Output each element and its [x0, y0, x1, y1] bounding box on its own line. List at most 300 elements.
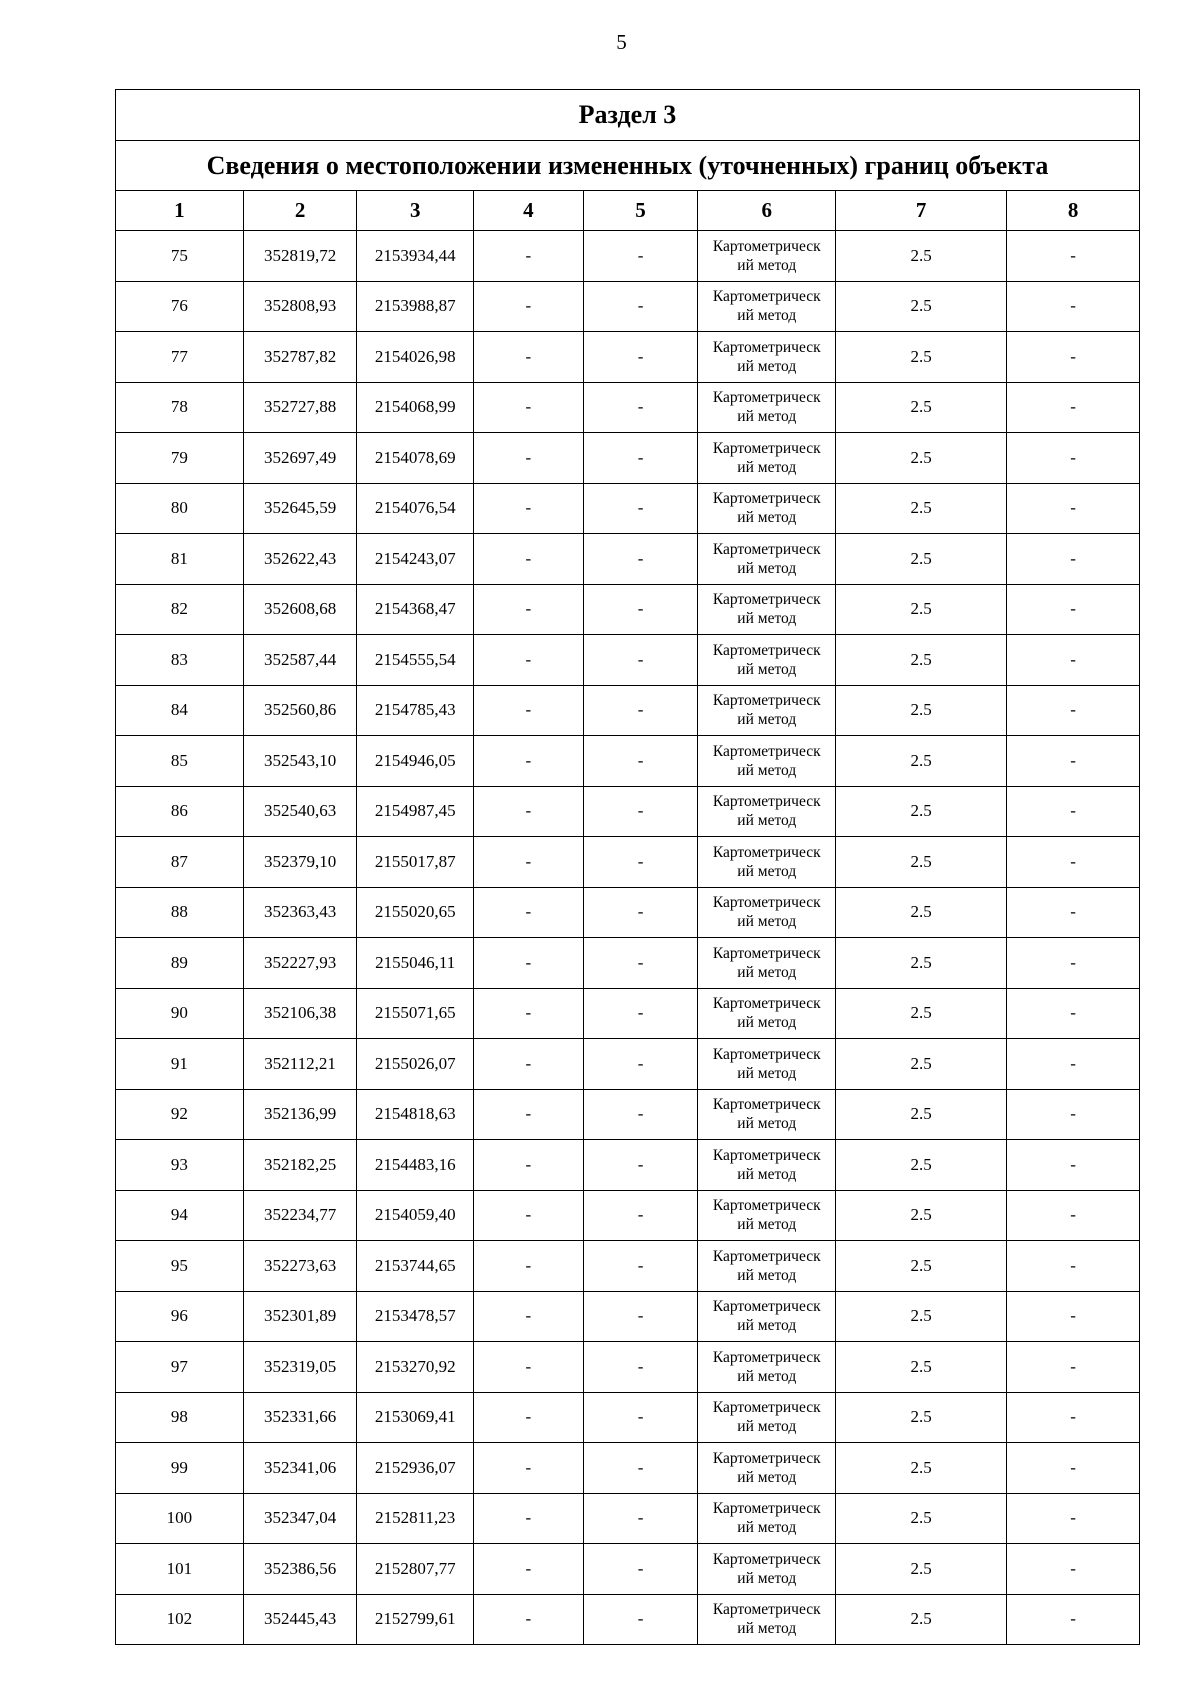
column-4-cell: - — [474, 1544, 584, 1595]
point-number-cell: 101 — [116, 1544, 244, 1595]
column-4-cell: - — [474, 1594, 584, 1645]
method-cell — [698, 685, 836, 736]
column-4-cell: - — [474, 988, 584, 1039]
column-8-cell: - — [1007, 786, 1140, 837]
column-8-cell: - — [1007, 1241, 1140, 1292]
accuracy-cell: 2.5 — [836, 433, 1007, 484]
column-8-cell: - — [1007, 231, 1140, 282]
y-coordinate-cell: 2155017,87 — [357, 837, 474, 888]
method-text-line-1: Картометрическ — [712, 1096, 821, 1114]
point-number-cell: 89 — [116, 938, 244, 989]
accuracy-cell: 2.5 — [836, 1594, 1007, 1645]
point-number-cell: 97 — [116, 1342, 244, 1393]
column-4-cell: - — [474, 837, 584, 888]
method-text-line-2: ий метод — [737, 1519, 797, 1537]
point-number-cell: 75 — [116, 231, 244, 282]
method-cell — [698, 988, 836, 1039]
column-4-cell: - — [474, 736, 584, 787]
method-text-line-2: ий метод — [737, 610, 797, 628]
table-row — [116, 332, 1140, 383]
accuracy-cell: 2.5 — [836, 534, 1007, 585]
accuracy-cell: 2.5 — [836, 1291, 1007, 1342]
x-coordinate-cell: 352445,43 — [243, 1594, 357, 1645]
table-row — [116, 231, 1140, 282]
method-text-line-2: ий метод — [737, 1064, 797, 1082]
point-number-cell: 94 — [116, 1190, 244, 1241]
accuracy-cell: 2.5 — [836, 584, 1007, 635]
x-coordinate-cell: 352227,93 — [243, 938, 357, 989]
x-coordinate-cell: 352727,88 — [243, 382, 357, 433]
method-cell — [698, 1342, 836, 1393]
y-coordinate-cell: 2152807,77 — [357, 1544, 474, 1595]
column-4-cell: - — [474, 1493, 584, 1544]
column-number-1: 1 — [116, 191, 244, 231]
method-cell — [698, 635, 836, 686]
method-text-line-1: Картометрическ — [712, 995, 821, 1013]
point-number-cell: 80 — [116, 483, 244, 534]
column-4-cell: - — [474, 281, 584, 332]
table-row — [116, 736, 1140, 787]
column-5-cell: - — [583, 938, 698, 989]
point-number-cell: 99 — [116, 1443, 244, 1494]
point-number-cell: 98 — [116, 1392, 244, 1443]
y-coordinate-cell: 2154059,40 — [357, 1190, 474, 1241]
point-number-cell: 92 — [116, 1089, 244, 1140]
column-5-cell: - — [583, 1544, 698, 1595]
point-number-cell: 82 — [116, 584, 244, 635]
method-text-line-1: Картометрическ — [712, 1247, 821, 1265]
method-text-line-2: ий метод — [737, 660, 797, 678]
method-text-line-2: ий метод — [737, 963, 797, 981]
x-coordinate-cell: 352273,63 — [243, 1241, 357, 1292]
y-coordinate-cell: 2154078,69 — [357, 433, 474, 484]
point-number-cell: 88 — [116, 887, 244, 938]
column-8-cell: - — [1007, 534, 1140, 585]
column-5-cell: - — [583, 281, 698, 332]
x-coordinate-cell: 352543,10 — [243, 736, 357, 787]
table-row — [116, 988, 1140, 1039]
method-cell — [698, 382, 836, 433]
method-cell — [698, 1190, 836, 1241]
method-text-line-1: Картометрическ — [712, 1045, 821, 1063]
x-coordinate-cell: 352136,99 — [243, 1089, 357, 1140]
column-5-cell: - — [583, 1039, 698, 1090]
accuracy-cell: 2.5 — [836, 1089, 1007, 1140]
column-5-cell: - — [583, 1140, 698, 1191]
method-cell — [698, 1594, 836, 1645]
boundary-coordinates-table — [115, 89, 1140, 1645]
method-text-line-2: ий метод — [737, 307, 797, 325]
method-cell — [698, 786, 836, 837]
column-4-cell: - — [474, 1291, 584, 1342]
method-text-line-1: Картометрическ — [712, 1146, 821, 1164]
accuracy-cell: 2.5 — [836, 1392, 1007, 1443]
method-text-line-1: Картометрическ — [712, 1500, 821, 1518]
column-4-cell: - — [474, 584, 584, 635]
column-5-cell: - — [583, 786, 698, 837]
y-coordinate-cell: 2155026,07 — [357, 1039, 474, 1090]
table-body — [116, 231, 1140, 1645]
y-coordinate-cell: 2152811,23 — [357, 1493, 474, 1544]
method-text-line-1: Картометрическ — [712, 1197, 821, 1215]
y-coordinate-cell: 2154368,47 — [357, 584, 474, 635]
y-coordinate-cell: 2153744,65 — [357, 1241, 474, 1292]
y-coordinate-cell: 2155020,65 — [357, 887, 474, 938]
table-row — [116, 1342, 1140, 1393]
y-coordinate-cell: 2152936,07 — [357, 1443, 474, 1494]
column-number-8: 8 — [1007, 191, 1140, 231]
column-4-cell: - — [474, 1342, 584, 1393]
column-number-3: 3 — [357, 191, 474, 231]
column-8-cell: - — [1007, 887, 1140, 938]
table-row — [116, 534, 1140, 585]
column-8-cell: - — [1007, 1089, 1140, 1140]
method-text-line-2: ий метод — [737, 1014, 797, 1032]
method-cell — [698, 1039, 836, 1090]
method-text-line-1: Картометрическ — [712, 894, 821, 912]
column-5-cell: - — [583, 1443, 698, 1494]
point-number-cell: 95 — [116, 1241, 244, 1292]
method-text-line-1: Картометрическ — [712, 843, 821, 861]
accuracy-cell: 2.5 — [836, 685, 1007, 736]
accuracy-cell: 2.5 — [836, 635, 1007, 686]
column-5-cell: - — [583, 1594, 698, 1645]
point-number-cell: 83 — [116, 635, 244, 686]
method-text-line-1: Картометрическ — [712, 1399, 821, 1417]
column-5-cell: - — [583, 1291, 698, 1342]
method-text-line-1: Картометрическ — [712, 490, 821, 508]
column-number-7: 7 — [836, 191, 1007, 231]
y-coordinate-cell: 2155071,65 — [357, 988, 474, 1039]
column-8-cell: - — [1007, 938, 1140, 989]
accuracy-cell: 2.5 — [836, 1241, 1007, 1292]
column-5-cell: - — [583, 837, 698, 888]
column-5-cell: - — [583, 685, 698, 736]
method-text-line-1: Картометрическ — [712, 944, 821, 962]
x-coordinate-cell: 352587,44 — [243, 635, 357, 686]
accuracy-cell: 2.5 — [836, 1039, 1007, 1090]
column-4-cell: - — [474, 887, 584, 938]
table-row — [116, 1190, 1140, 1241]
y-coordinate-cell: 2153270,92 — [357, 1342, 474, 1393]
x-coordinate-cell: 352234,77 — [243, 1190, 357, 1241]
column-5-cell: - — [583, 534, 698, 585]
method-text-line-1: Картометрическ — [712, 591, 821, 609]
accuracy-cell: 2.5 — [836, 887, 1007, 938]
column-8-cell: - — [1007, 332, 1140, 383]
y-coordinate-cell: 2152799,61 — [357, 1594, 474, 1645]
method-cell — [698, 1140, 836, 1191]
column-4-cell: - — [474, 433, 584, 484]
page-number: 5 — [616, 30, 627, 54]
column-8-cell: - — [1007, 1039, 1140, 1090]
accuracy-cell: 2.5 — [836, 1190, 1007, 1241]
column-8-cell: - — [1007, 685, 1140, 736]
method-cell — [698, 332, 836, 383]
point-number-cell: 85 — [116, 736, 244, 787]
x-coordinate-cell: 352645,59 — [243, 483, 357, 534]
method-text-line-2: ий метод — [737, 509, 797, 527]
method-text-line-1: Картометрическ — [712, 641, 821, 659]
point-number-cell: 81 — [116, 534, 244, 585]
point-number-cell: 100 — [116, 1493, 244, 1544]
column-5-cell: - — [583, 1392, 698, 1443]
method-text-line-2: ий метод — [737, 1367, 797, 1385]
y-coordinate-cell: 2154483,16 — [357, 1140, 474, 1191]
column-8-cell: - — [1007, 1594, 1140, 1645]
point-number-cell: 90 — [116, 988, 244, 1039]
method-text-line-1: Картометрическ — [712, 793, 821, 811]
method-cell — [698, 281, 836, 332]
method-text-line-1: Картометрическ — [712, 389, 821, 407]
point-number-cell: 102 — [116, 1594, 244, 1645]
column-5-cell: - — [583, 736, 698, 787]
y-coordinate-cell: 2154785,43 — [357, 685, 474, 736]
accuracy-cell: 2.5 — [836, 1342, 1007, 1393]
point-number-cell: 96 — [116, 1291, 244, 1342]
method-text-line-1: Картометрическ — [712, 288, 821, 306]
table-row — [116, 584, 1140, 635]
method-text-line-2: ий метод — [737, 1216, 797, 1234]
column-8-cell: - — [1007, 281, 1140, 332]
x-coordinate-cell: 352319,05 — [243, 1342, 357, 1393]
column-4-cell: - — [474, 231, 584, 282]
x-coordinate-cell: 352331,66 — [243, 1392, 357, 1443]
method-text-line-2: ий метод — [737, 1115, 797, 1133]
column-4-cell: - — [474, 534, 584, 585]
method-text-line-1: Картометрическ — [712, 338, 821, 356]
column-5-cell: - — [583, 382, 698, 433]
column-8-cell: - — [1007, 433, 1140, 484]
method-text-line-1: Картометрическ — [712, 1348, 821, 1366]
method-text-line-2: ий метод — [737, 256, 797, 274]
column-5-cell: - — [583, 1241, 698, 1292]
column-8-cell: - — [1007, 1140, 1140, 1191]
method-text-line-2: ий метод — [737, 1266, 797, 1284]
method-text-line-2: ий метод — [737, 761, 797, 779]
y-coordinate-cell: 2154555,54 — [357, 635, 474, 686]
column-5-cell: - — [583, 231, 698, 282]
method-text-line-2: ий метод — [737, 1418, 797, 1436]
method-text-line-1: Картометрическ — [712, 742, 821, 760]
column-8-cell: - — [1007, 1544, 1140, 1595]
method-text-line-2: ий метод — [737, 559, 797, 577]
y-coordinate-cell: 2154987,45 — [357, 786, 474, 837]
table-row — [116, 1291, 1140, 1342]
column-8-cell: - — [1007, 635, 1140, 686]
table-row — [116, 1140, 1140, 1191]
method-cell — [698, 837, 836, 888]
method-cell — [698, 1443, 836, 1494]
point-number-cell: 76 — [116, 281, 244, 332]
point-number-cell: 84 — [116, 685, 244, 736]
point-number-cell: 91 — [116, 1039, 244, 1090]
x-coordinate-cell: 352112,21 — [243, 1039, 357, 1090]
column-5-cell: - — [583, 635, 698, 686]
table-row — [116, 887, 1140, 938]
table-row — [116, 837, 1140, 888]
section-title: Раздел 3 — [116, 90, 1140, 141]
x-coordinate-cell: 352341,06 — [243, 1443, 357, 1494]
accuracy-cell: 2.5 — [836, 1140, 1007, 1191]
method-cell — [698, 887, 836, 938]
column-8-cell: - — [1007, 1342, 1140, 1393]
column-8-cell: - — [1007, 382, 1140, 433]
section-subtitle: Сведения о местоположении измененных (уточненных) границ объекта — [116, 141, 1140, 191]
y-coordinate-cell: 2155046,11 — [357, 938, 474, 989]
column-8-cell: - — [1007, 837, 1140, 888]
method-cell — [698, 1089, 836, 1140]
point-number-cell: 87 — [116, 837, 244, 888]
table-row — [116, 1089, 1140, 1140]
accuracy-cell: 2.5 — [836, 1443, 1007, 1494]
table-row — [116, 1544, 1140, 1595]
column-8-cell: - — [1007, 1493, 1140, 1544]
y-coordinate-cell: 2154026,98 — [357, 332, 474, 383]
table-row — [116, 483, 1140, 534]
x-coordinate-cell: 352540,63 — [243, 786, 357, 837]
column-5-cell: - — [583, 1089, 698, 1140]
table-row — [116, 1443, 1140, 1494]
column-4-cell: - — [474, 1190, 584, 1241]
table-row — [116, 1039, 1140, 1090]
column-4-cell: - — [474, 1140, 584, 1191]
method-text-line-2: ий метод — [737, 1165, 797, 1183]
column-5-cell: - — [583, 433, 698, 484]
table-row — [116, 786, 1140, 837]
y-coordinate-cell: 2154243,07 — [357, 534, 474, 585]
y-coordinate-cell: 2154068,99 — [357, 382, 474, 433]
table-row — [116, 281, 1140, 332]
x-coordinate-cell: 352182,25 — [243, 1140, 357, 1191]
point-number-cell: 93 — [116, 1140, 244, 1191]
x-coordinate-cell: 352697,49 — [243, 433, 357, 484]
table-row — [116, 433, 1140, 484]
method-text-line-1: Картометрическ — [712, 1601, 821, 1619]
table-row — [116, 1392, 1140, 1443]
column-8-cell: - — [1007, 1291, 1140, 1342]
column-5-cell: - — [583, 332, 698, 383]
method-cell — [698, 736, 836, 787]
y-coordinate-cell: 2153069,41 — [357, 1392, 474, 1443]
method-text-line-2: ий метод — [737, 1468, 797, 1486]
y-coordinate-cell: 2153934,44 — [357, 231, 474, 282]
column-4-cell: - — [474, 382, 584, 433]
method-text-line-2: ий метод — [737, 913, 797, 931]
x-coordinate-cell: 352106,38 — [243, 988, 357, 1039]
column-8-cell: - — [1007, 988, 1140, 1039]
table-row — [116, 635, 1140, 686]
column-4-cell: - — [474, 1039, 584, 1090]
y-coordinate-cell: 2154076,54 — [357, 483, 474, 534]
y-coordinate-cell: 2153988,87 — [357, 281, 474, 332]
accuracy-cell: 2.5 — [836, 786, 1007, 837]
method-text-line-2: ий метод — [737, 862, 797, 880]
column-8-cell: - — [1007, 483, 1140, 534]
table-row — [116, 382, 1140, 433]
table-row — [116, 938, 1140, 989]
method-cell — [698, 938, 836, 989]
table-row — [116, 685, 1140, 736]
y-coordinate-cell: 2154946,05 — [357, 736, 474, 787]
method-cell — [698, 1291, 836, 1342]
column-4-cell: - — [474, 332, 584, 383]
column-number-4: 4 — [474, 191, 584, 231]
accuracy-cell: 2.5 — [836, 483, 1007, 534]
x-coordinate-cell: 352808,93 — [243, 281, 357, 332]
method-text-line-2: ий метод — [737, 711, 797, 729]
table-row — [116, 1493, 1140, 1544]
column-number-5: 5 — [583, 191, 698, 231]
method-text-line-1: Картометрическ — [712, 1449, 821, 1467]
method-cell — [698, 534, 836, 585]
column-8-cell: - — [1007, 1190, 1140, 1241]
y-coordinate-cell: 2153478,57 — [357, 1291, 474, 1342]
method-text-line-2: ий метод — [737, 1317, 797, 1335]
method-text-line-1: Картометрическ — [712, 237, 821, 255]
method-text-line-1: Картометрическ — [712, 1550, 821, 1568]
accuracy-cell: 2.5 — [836, 837, 1007, 888]
column-4-cell: - — [474, 635, 584, 686]
method-text-line-1: Картометрическ — [712, 1298, 821, 1316]
column-5-cell: - — [583, 1342, 698, 1393]
column-4-cell: - — [474, 1089, 584, 1140]
x-coordinate-cell: 352301,89 — [243, 1291, 357, 1342]
method-cell — [698, 483, 836, 534]
column-4-cell: - — [474, 938, 584, 989]
accuracy-cell: 2.5 — [836, 332, 1007, 383]
column-4-cell: - — [474, 1241, 584, 1292]
y-coordinate-cell: 2154818,63 — [357, 1089, 474, 1140]
column-number-6: 6 — [698, 191, 836, 231]
column-8-cell: - — [1007, 736, 1140, 787]
method-text-line-2: ий метод — [737, 812, 797, 830]
x-coordinate-cell: 352819,72 — [243, 231, 357, 282]
column-5-cell: - — [583, 483, 698, 534]
column-4-cell: - — [474, 483, 584, 534]
method-text-line-2: ий метод — [737, 408, 797, 426]
table-row — [116, 1241, 1140, 1292]
accuracy-cell: 2.5 — [836, 938, 1007, 989]
column-5-cell: - — [583, 1493, 698, 1544]
column-8-cell: - — [1007, 584, 1140, 635]
accuracy-cell: 2.5 — [836, 736, 1007, 787]
accuracy-cell: 2.5 — [836, 382, 1007, 433]
method-cell — [698, 231, 836, 282]
column-8-cell: - — [1007, 1392, 1140, 1443]
method-cell — [698, 1493, 836, 1544]
column-4-cell: - — [474, 1443, 584, 1494]
method-text-line-2: ий метод — [737, 1569, 797, 1587]
method-cell — [698, 1241, 836, 1292]
column-4-cell: - — [474, 685, 584, 736]
column-5-cell: - — [583, 887, 698, 938]
method-text-line-1: Картометрическ — [712, 540, 821, 558]
method-text-line-1: Картометрическ — [712, 439, 821, 457]
method-text-line-1: Картометрическ — [712, 692, 821, 710]
accuracy-cell: 2.5 — [836, 281, 1007, 332]
column-5-cell: - — [583, 1190, 698, 1241]
point-number-cell: 86 — [116, 786, 244, 837]
accuracy-cell: 2.5 — [836, 231, 1007, 282]
method-cell — [698, 1544, 836, 1595]
accuracy-cell: 2.5 — [836, 988, 1007, 1039]
column-5-cell: - — [583, 584, 698, 635]
x-coordinate-cell: 352787,82 — [243, 332, 357, 383]
accuracy-cell: 2.5 — [836, 1493, 1007, 1544]
point-number-cell: 79 — [116, 433, 244, 484]
column-5-cell: - — [583, 988, 698, 1039]
